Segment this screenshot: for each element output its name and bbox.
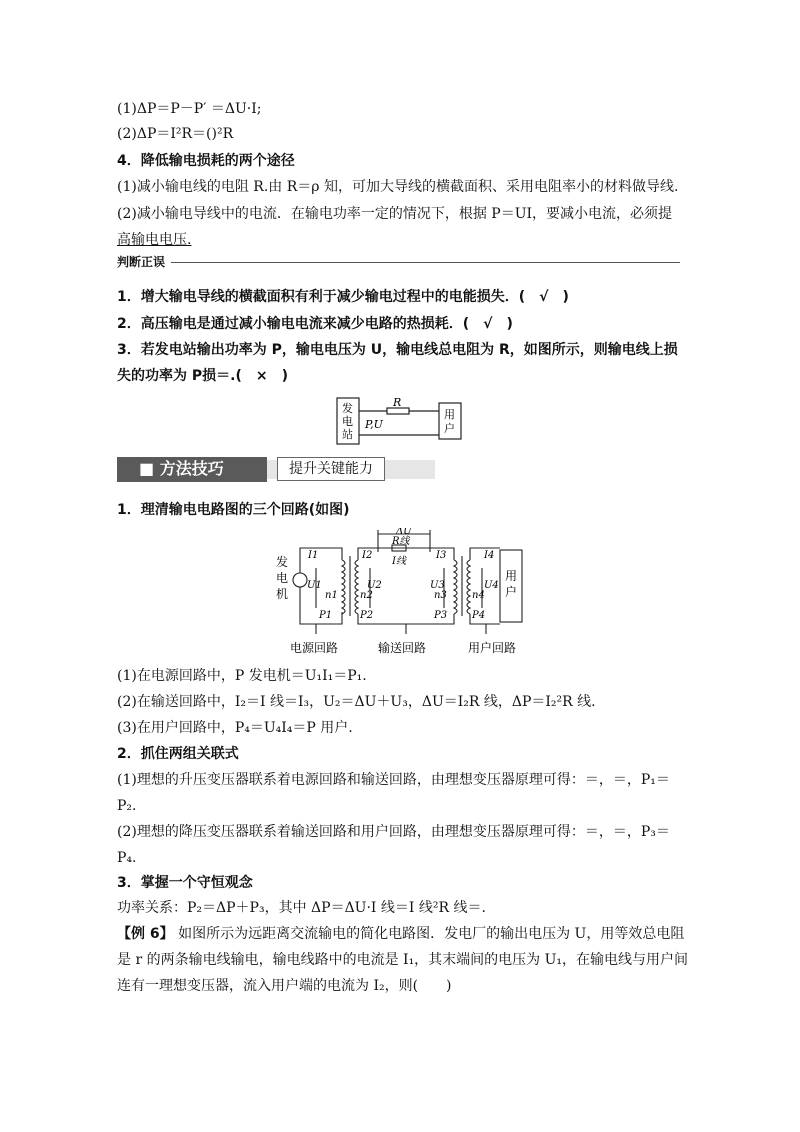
gen-char-1: 发 xyxy=(276,555,289,569)
user-char-2: 户 xyxy=(444,422,455,435)
method-para-4b: P₂. xyxy=(117,798,137,814)
loop-label-source: 电源回路 xyxy=(290,641,339,655)
user-char-1: 用 xyxy=(444,408,455,421)
method-para-4a: (1)理想的升压变压器联系着电源回路和输送回路，由理想变压器原理可得：＝，＝，P₁＝ xyxy=(117,772,670,788)
judge-item-3b: 失的功率为 P损＝.( × ) xyxy=(117,368,288,384)
power-voltage-label: P,U xyxy=(365,418,383,431)
n3-label: n3 xyxy=(434,590,447,601)
method-para-5a: (2)理想的降压变压器联系着输送回路和用户回路，由理想变压器原理可得：＝，＝，P₃＝ xyxy=(117,824,670,840)
i-line-label: I线 xyxy=(392,556,406,567)
u1-label: U1 xyxy=(307,580,322,591)
n1-label: n1 xyxy=(325,590,338,601)
heading-4: 4．降低输电损耗的两个途径 xyxy=(117,153,295,169)
station-char-2: 电 xyxy=(342,415,353,428)
station-char-1: 发 xyxy=(342,402,353,415)
delta-u-label: ΔU xyxy=(396,528,412,537)
u4-label: U4 xyxy=(484,580,499,591)
method-para-1: (1)在电源回路中，P 发电机＝U₁I₁＝P₁. xyxy=(117,668,367,684)
method-para-2: (2)在输送回路中，I₂＝I 线＝I₃，U₂＝ΔU＋U₃，ΔU＝I₂R 线，ΔP＝I₂²R 线. xyxy=(117,694,596,710)
p2-label: P2 xyxy=(360,610,374,621)
method-para-3: (3)在用户回路中，P₄＝U₄I₄＝P 用户. xyxy=(117,720,353,736)
three-loop-figure xyxy=(272,528,534,660)
resistor-label: R xyxy=(393,396,402,409)
u2-label: U2 xyxy=(367,580,382,591)
method-para-6: 功率关系：P₂＝ΔP＋P₃，其中 ΔP＝ΔU·I 线＝I 线²R 线＝. xyxy=(117,900,486,916)
example-line-3: 连有一理想变压器，流入用户端的电流为 I₂，则( ) xyxy=(117,978,452,994)
p4-label: P4 xyxy=(472,610,486,621)
loop-label-user: 用户回路 xyxy=(468,641,517,655)
station-char-3: 站 xyxy=(342,428,353,441)
para-reduce-resistance: (1)减小输电线的电阻 R.由 R＝ρ 知，可加大导线的横截面积、采用电阻率小的材料做导线. xyxy=(117,179,679,195)
method-heading-1: 1．理清输电电路图的三个回路(如图) xyxy=(117,502,350,518)
gen-char-3: 机 xyxy=(276,587,289,601)
para-raise-voltage: 高输电电压. xyxy=(117,232,192,248)
loop-label-transmission: 输送回路 xyxy=(378,641,427,655)
section-bar xyxy=(117,457,435,482)
n4-label: n4 xyxy=(472,590,485,601)
p3-label: P3 xyxy=(434,610,448,621)
transmission-figure xyxy=(335,395,465,447)
formula-line-2: (2)ΔP＝I²R＝()²R xyxy=(117,126,234,142)
u3-label: U3 xyxy=(430,580,445,591)
example-line-1 xyxy=(117,924,684,944)
example-tag: 【例 6】 xyxy=(117,926,174,942)
user2-char-2: 户 xyxy=(505,585,518,599)
user2-char-1: 用 xyxy=(505,569,518,583)
method-heading-2: 2．抓住两组关联式 xyxy=(117,746,239,762)
section-title: ■ 方法技巧 xyxy=(139,459,224,478)
para-reduce-current: (2)减小输电导线中的电流．在输电功率一定的情况下，根据 P＝UI，要减小电流，必须提 xyxy=(117,206,673,222)
i1-label: I1 xyxy=(308,550,319,561)
i3-label: I3 xyxy=(436,550,447,561)
p1-label: P1 xyxy=(319,610,333,621)
example-line-2: 是 r 的两条输电线输电，输电线路中的电流是 I₁，其末端间的电压为 U₁，在输电线与用户间 xyxy=(117,952,689,968)
method-heading-3: 3．掌握一个守恒观念 xyxy=(117,875,253,891)
judge-item-3a: 3．若发电站输出功率为 P，输电电压为 U，输电线总电阻为 R，如图所示，则输电线上损 xyxy=(117,342,678,358)
i2-label: I2 xyxy=(362,550,373,561)
n2-label: n2 xyxy=(360,590,373,601)
i4-label: I4 xyxy=(484,550,495,561)
example-text-1: 如图所示为远距离交流输电的简化电路图．发电厂的输出电压为 U，用等效总电阻 xyxy=(173,926,685,942)
r-line-label: R线 xyxy=(392,536,410,547)
judge-divider xyxy=(117,262,680,263)
formula-line-1: (1)ΔP＝P－P′ ＝ΔU·I; xyxy=(117,101,262,117)
section-subtitle: 提升关键能力 xyxy=(277,457,385,481)
gen-char-2: 电 xyxy=(276,571,289,585)
judge-item-2: 2．高压输电是通过减小输电电流来减少电路的热损耗．( √ ) xyxy=(117,316,513,332)
judge-label: 判断正误 xyxy=(117,253,171,271)
judge-item-1: 1．增大输电导线的横截面积有利于减少输电过程中的电能损失．( √ ) xyxy=(117,289,569,305)
method-para-5b: P₄. xyxy=(117,850,137,866)
